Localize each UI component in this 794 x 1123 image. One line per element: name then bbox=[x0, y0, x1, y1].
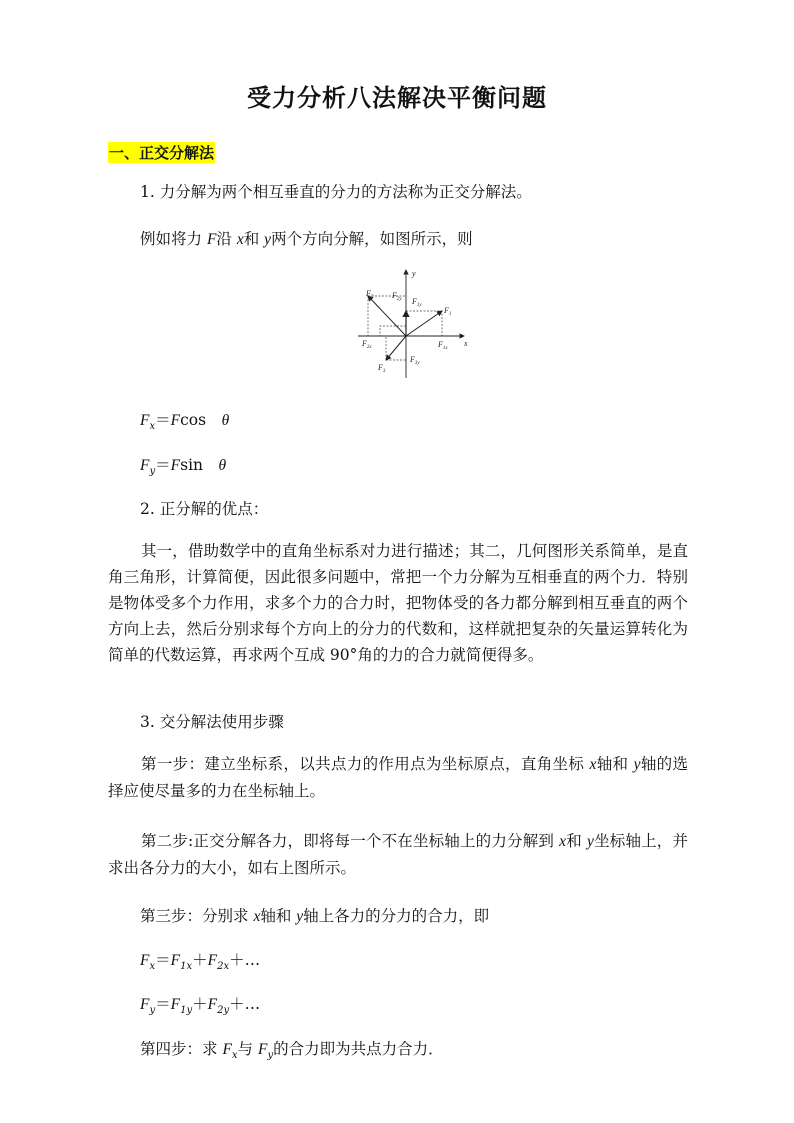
x-axis-label: x bbox=[464, 339, 468, 348]
paragraph-step-two: 第二步:正交分解各力，即将每一个不在坐标轴上的力分解到 x和 y坐标轴上，并求出各分力的大小，如右上图所示。 bbox=[108, 832, 688, 877]
force-f2-arrow bbox=[368, 296, 406, 336]
force-f1-arrow bbox=[406, 311, 442, 336]
equation-sum-fx: $F_x=F_{1x}+F_{2x}+\dots$ bbox=[140, 951, 261, 973]
label-f1x: $F_{1x}$ bbox=[438, 340, 448, 351]
equation-fy: $F_y=Fsin$ θ bbox=[140, 456, 227, 478]
paragraph-advantages-heading: 2. 正分解的优点： bbox=[140, 500, 269, 518]
paragraph-example: 例如将力 F沿 x和 y两个方向分解，如图所示，则 bbox=[140, 230, 473, 248]
label-f2x: $F_{2x}$ bbox=[362, 339, 372, 350]
paragraph-step-four: 第四步：求 $F_x$与 $F_y$的合力即为共点力合力． bbox=[140, 1040, 444, 1062]
paragraph-definition: 1. 力分解为两个相互垂直的分力的方法称为正交分解法。 bbox=[140, 183, 532, 201]
force-decomposition-diagram bbox=[356, 266, 476, 382]
paragraph-steps-heading: 3. 交分解法使用步骤 bbox=[140, 713, 284, 731]
label-f2: $F_2$ bbox=[366, 289, 374, 300]
label-f1y: $F_{1y}$ bbox=[412, 297, 422, 308]
force-f3-arrow bbox=[386, 336, 406, 360]
paragraph-step-one: 第一步：建立坐标系，以共点力的作用点为坐标原点，直角坐标 x轴和 y轴的选择应使尽量多的力在坐标轴上。 bbox=[108, 755, 688, 800]
paragraph-advantages: 其一，借助数学中的直角坐标系对力进行描述；其二，几何图形关系简单，是直角三角形，计算简便，因此很多问题中，常把一个力分解为互相垂直的两个力．特别是物体受多个力作用，求多个力的合力时，把物体受的各力都分解到相互垂直的两个方向上去，然后分别求每个方向上的分力的代数和，这样就把复杂的矢量运算转化为简单的代数运算，再求两个互成 90°角的力的合力就简便得多。 bbox=[108, 542, 688, 664]
label-f1: $F_1$ bbox=[444, 306, 452, 317]
label-f3y: $F_{3y}$ bbox=[410, 355, 420, 366]
equation-fx: $F_x=Fcos$ θ bbox=[140, 411, 230, 433]
equation-sum-fy: $F_y=F_{1y}+F_{2y}+\dots$ bbox=[140, 995, 261, 1017]
y-axis-label: y bbox=[412, 269, 416, 278]
paragraph-step-three: 第三步：分别求 x轴和 y轴上各力的分力的合力，即 bbox=[140, 907, 490, 925]
section-heading: 一、正交分解法 bbox=[109, 144, 215, 162]
label-f2y: $F_{2y}$ bbox=[392, 291, 402, 302]
label-f3: $F_3$ bbox=[378, 363, 386, 374]
page-title: 受力分析八法解决平衡问题 bbox=[247, 83, 547, 112]
